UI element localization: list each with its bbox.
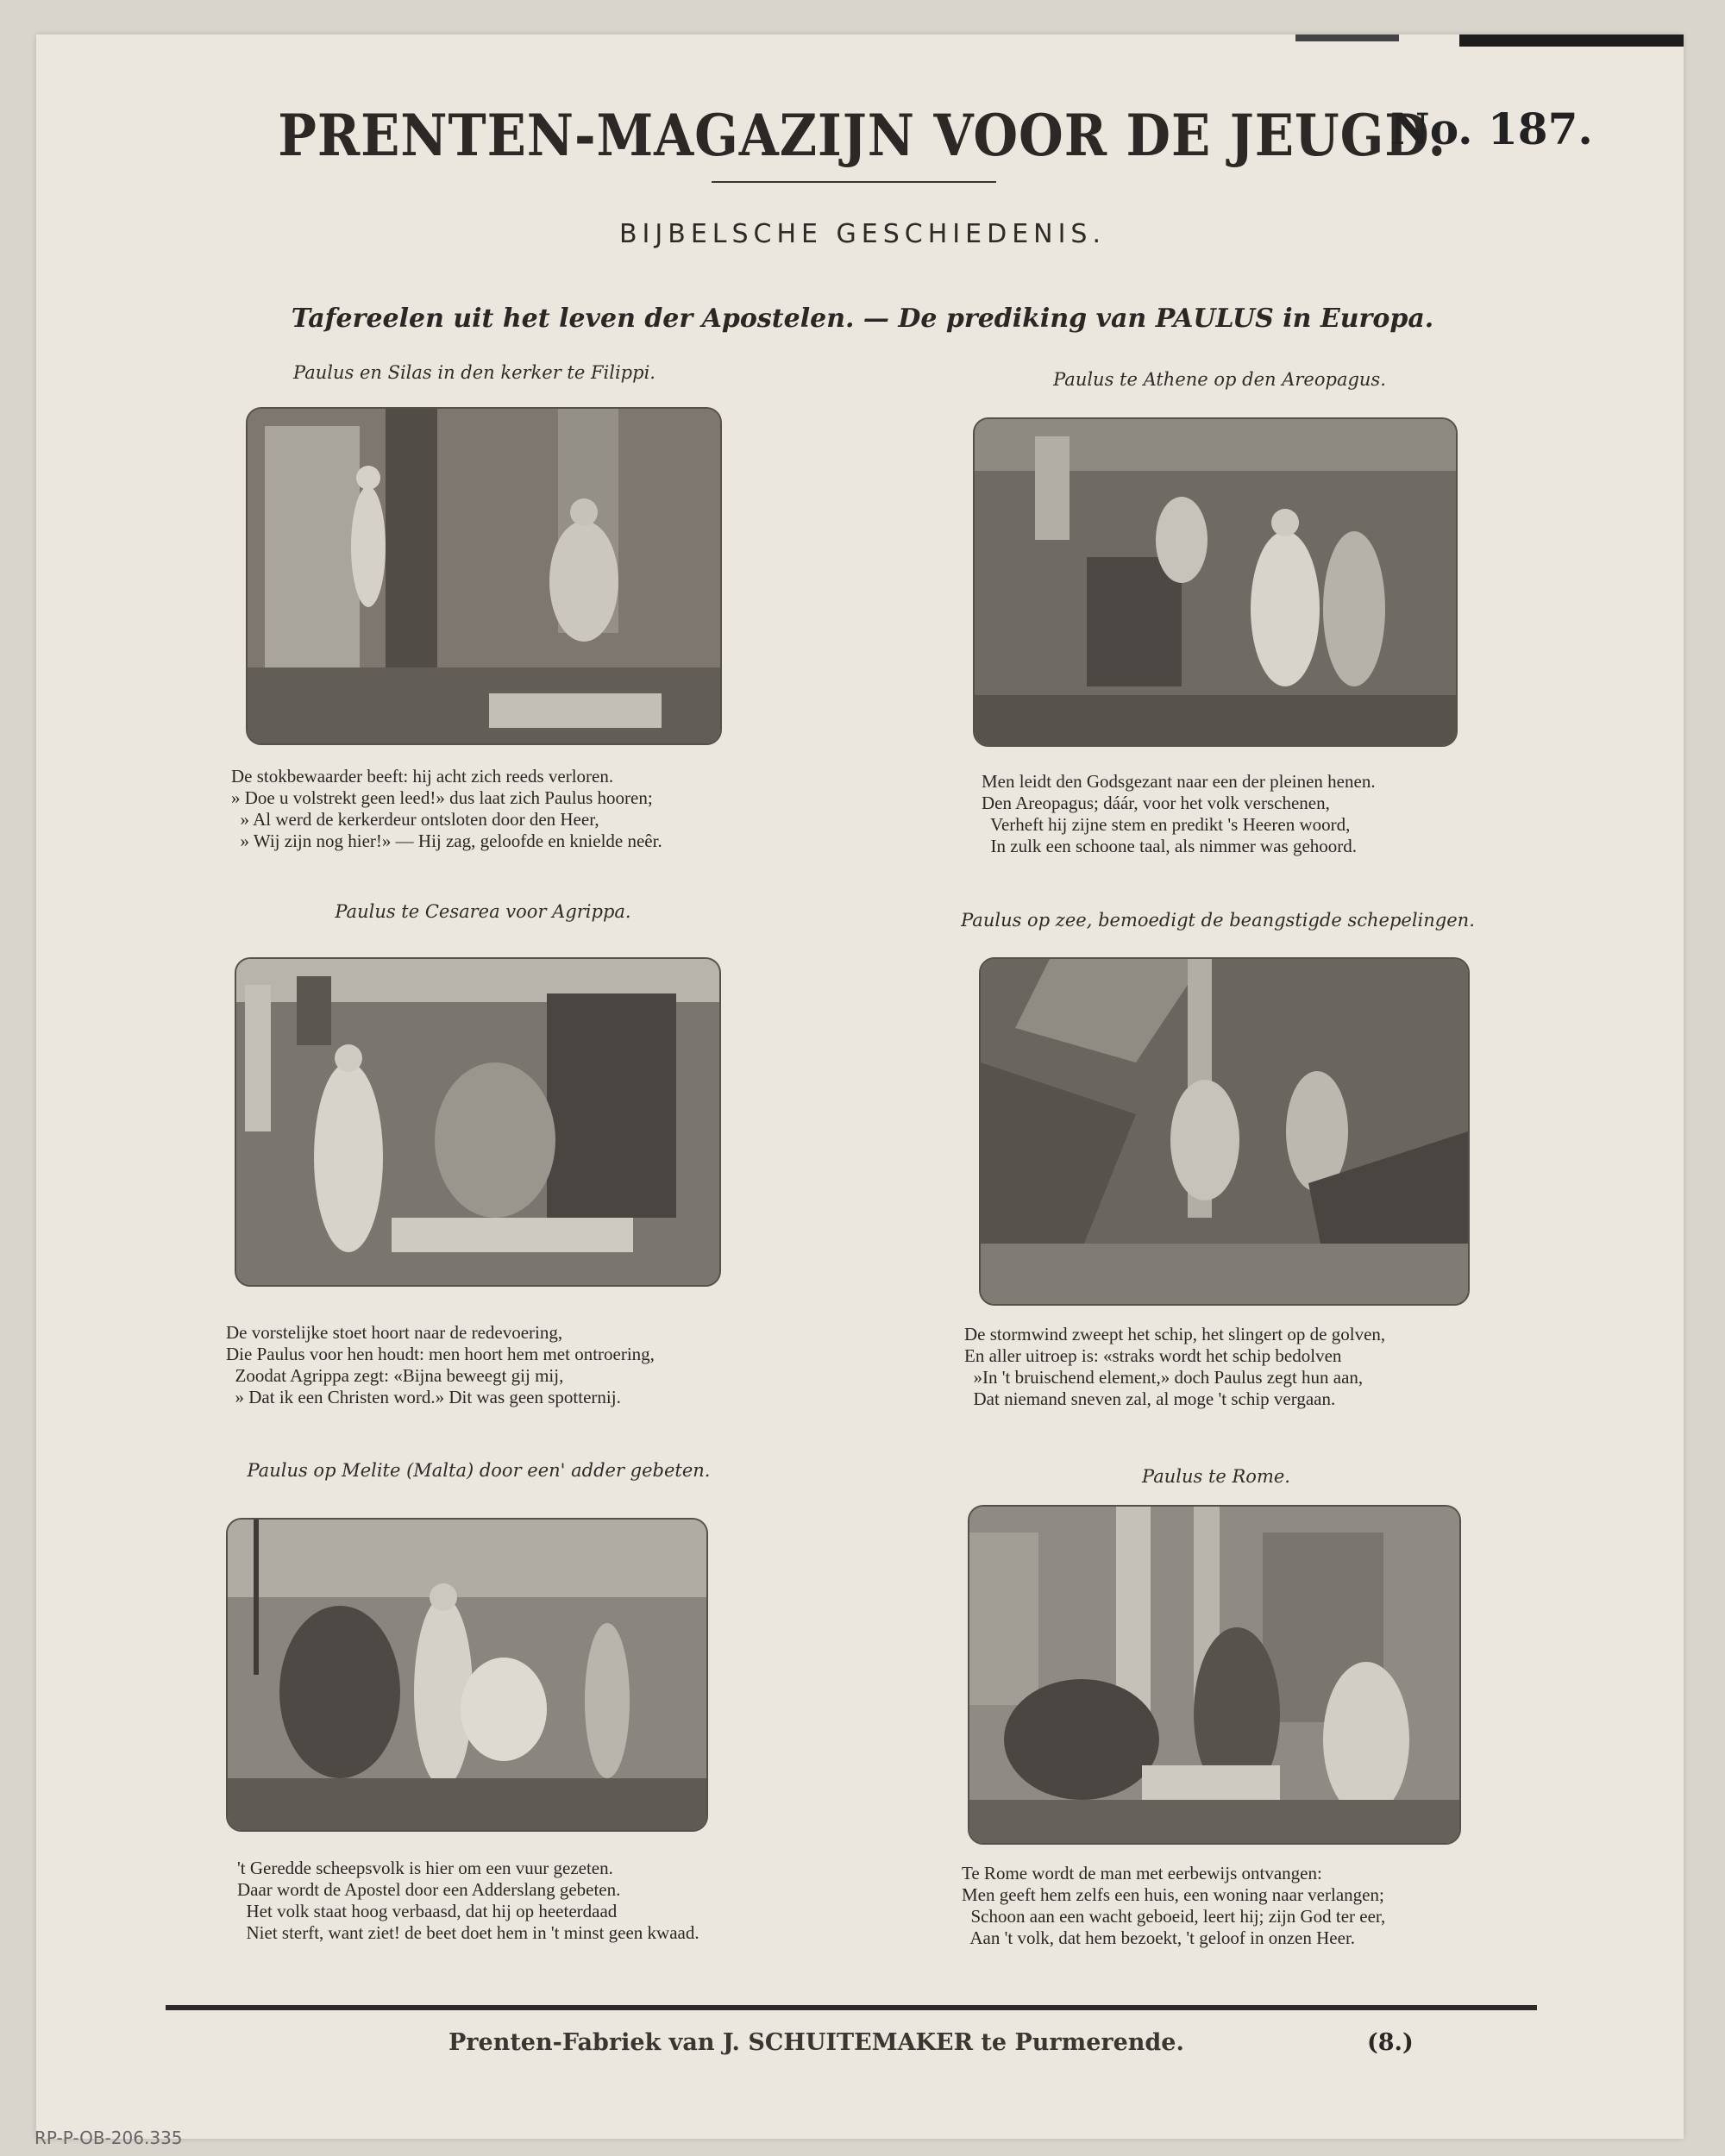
scene-caption: Paulus te Rome. [1142, 1466, 1290, 1487]
archive-inventory-mark: RP-P-OB-206.335 [34, 2128, 183, 2148]
scene-caption: Paulus en Silas in den kerker te Filippi. [293, 362, 656, 383]
title-rule [712, 181, 996, 183]
section-heading: BIJBELSCHE GESCHIEDENIS. [618, 219, 1107, 249]
publisher-imprint: Prenten-Fabriek van J. SCHUITEMAKER te Purmerende. [448, 2029, 1184, 2056]
issue-number: No. 187. [1390, 103, 1593, 154]
subtitle: Tafereelen uit het leven der Apostelen. — De prediking van PAULUS in Europa. [291, 304, 1434, 334]
scene-verse: Men leidt den Godsgezant naar een der pleinen henen. Den Areopagus; dáár, voor het volk verschenen, Verheft hij zijne stem en predikt 's Heeren woord, In zulk een schoone taal, als nimmer was gehoord. [982, 771, 1376, 856]
woodcut-illustration [226, 1518, 708, 1832]
woodcut-illustration [246, 407, 722, 745]
woodcut-illustration [968, 1505, 1461, 1845]
scene-verse: 't Geredde scheepsvolk is hier om een vuur gezeten. Daar wordt de Apostel door een Adderslang gebeten. Het volk staat hoog verbaasd, dat hij op heeterdaad Niet sterft, want ziet! de beet doet hem in 't minst geen kwaad. [237, 1858, 699, 1943]
scene-verse: De vorstelijke stoet hoort naar de redevoering, Die Paulus voor hen houdt: men hoort hem met ontroering, Zoodat Agrippa zegt: «Bijna beweegt gij mij, » Dat ik een Christen word.» Dit was geen spotternij. [226, 1322, 655, 1407]
scene-caption: Paulus op Melite (Malta) door een' adder gebeten. [247, 1460, 711, 1481]
torn-edge [1295, 34, 1399, 41]
scene-verse: Te Rome wordt de man met eerbewijs ontvangen: Men geeft hem zelfs een huis, een woning naar verlangen; Schoon aan een wacht geboeid, leert hij; zijn God ter eer, Aan 't volk, dat hem bezoekt, 't geloof in onzen Heer. [962, 1863, 1386, 1948]
woodcut-illustration [973, 417, 1458, 747]
woodcut-illustration [235, 957, 721, 1287]
sheet-number: (8.) [1367, 2029, 1414, 2056]
scene-caption: Paulus te Athene op den Areopagus. [1053, 369, 1386, 390]
scene-caption: Paulus te Cesarea voor Agrippa. [335, 901, 631, 922]
woodcut-illustration [979, 957, 1470, 1306]
footer-rule [166, 2005, 1537, 2010]
torn-corner [1459, 34, 1684, 47]
scene-caption: Paulus op zee, bemoedigt de beangstigde schepelingen. [961, 910, 1475, 931]
scene-verse: De stormwind zweept het schip, het slingert op de golven, En aller uitroep is: «straks wordt het schip bedolven »In 't bruischend element,» doch Paulus zegt hun aan, Dat niemand sneven zal, al moge 't schip vergaan. [964, 1324, 1386, 1409]
page-title: PRENTEN-MAGAZIJN VOOR DE JEUGD. [278, 102, 1447, 169]
scene-verse: De stokbewaarder beeft: hij acht zich reeds verloren. » Doe u volstrekt geen leed!» dus laat zich Paulus hooren; » Al werd de kerkerdeur ontsloten door den Heer, » Wij zijn nog hier!» — Hij zag, geloofde en knielde neêr. [231, 766, 662, 851]
